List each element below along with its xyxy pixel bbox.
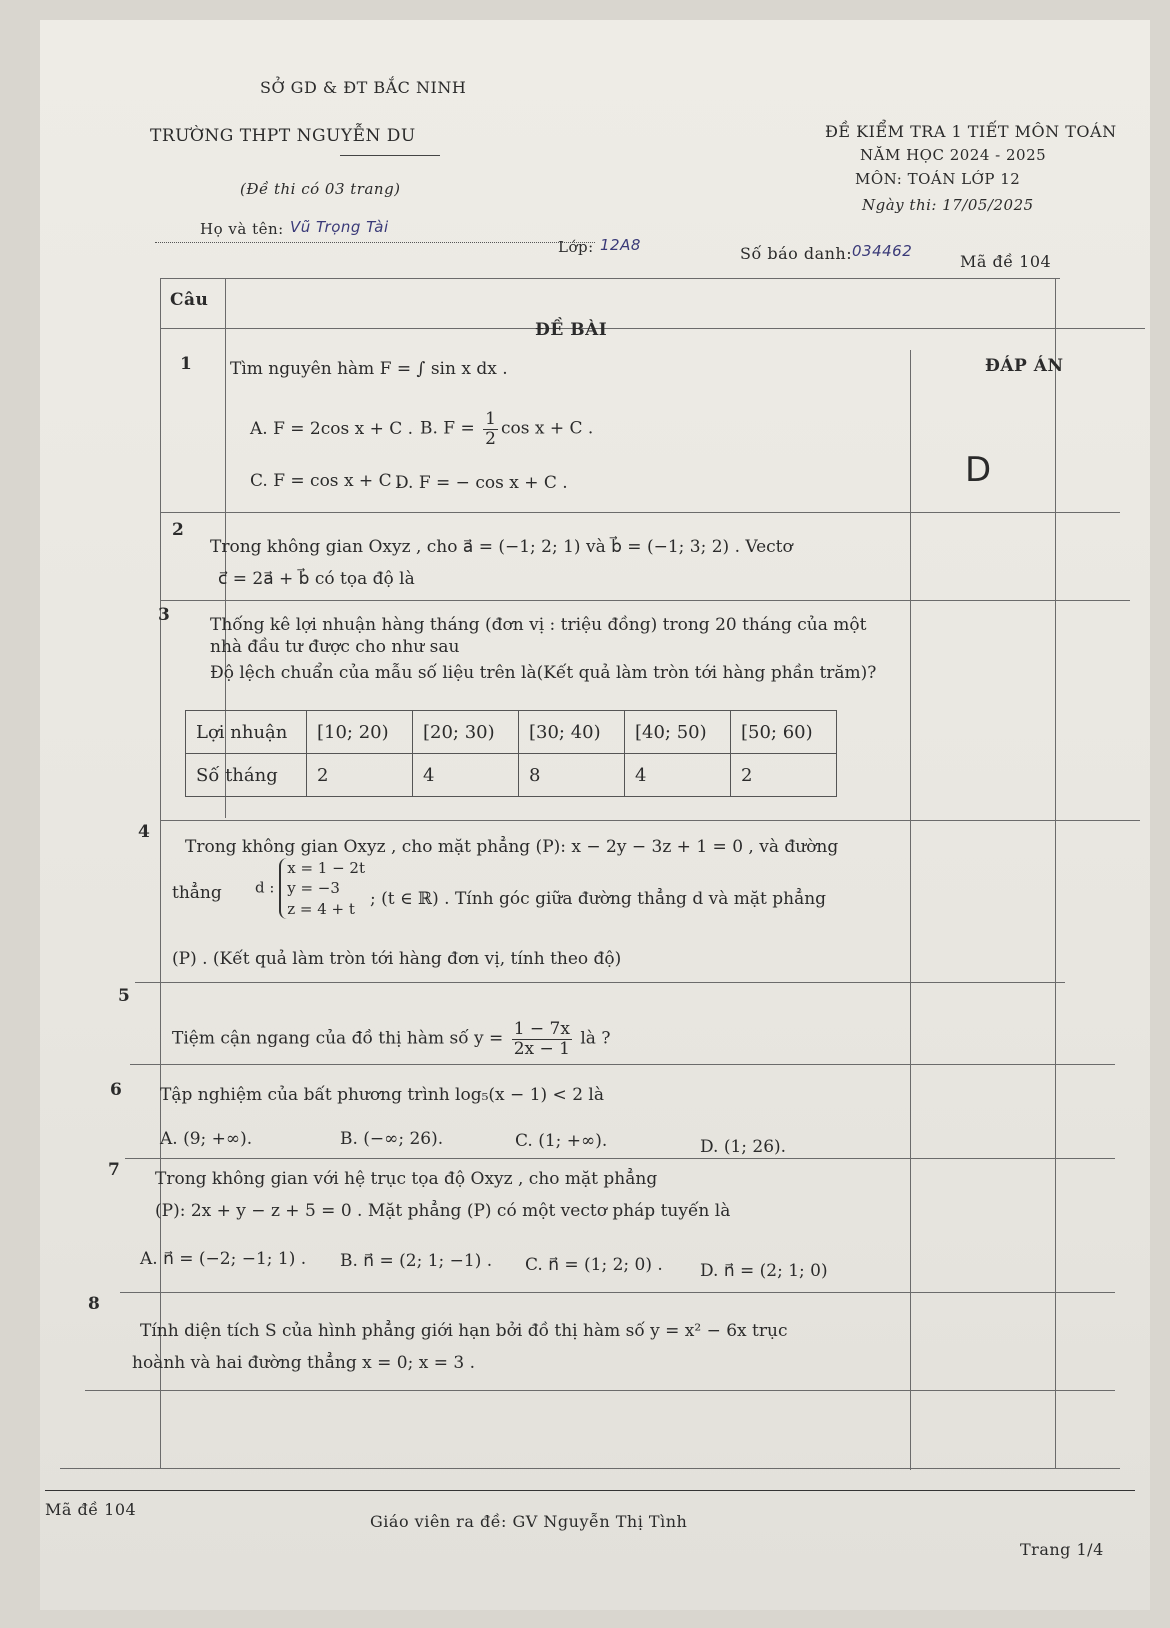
q4-line-label: thẳng [172, 883, 222, 903]
q3-stem-line2: nhà đầu tư được cho như sau [210, 637, 460, 657]
q7-option-d: D. n⃗ = (2; 1; 0) [700, 1261, 828, 1281]
q2-number: 2 [172, 520, 184, 540]
q1-option-d: D. F = − cos x + C . [395, 473, 568, 493]
q7-number: 7 [108, 1160, 120, 1180]
q7-option-c: C. n⃗ = (1; 2; 0) . [525, 1255, 663, 1275]
name-label: Họ và tên: [200, 220, 284, 238]
q1-stem: Tìm nguyên hàm F = ∫ sin x dx . [230, 359, 508, 379]
q4-stem-line3: (P) . (Kết quả làm tròn tới hàng đơn vị, tính theo độ) [172, 949, 622, 969]
q8-number: 8 [88, 1294, 100, 1314]
name-dotted-line [155, 242, 595, 244]
sbd-label: Số báo danh: [740, 244, 853, 263]
q7-bottom-border [120, 1292, 1115, 1293]
q3-stem-line3: Độ lệch chuẩn của mẫu số liệu trên là(Kết quả làm tròn tới hàng phần trăm)? [210, 663, 877, 683]
table-row-label: Số tháng [186, 754, 307, 797]
table-cell: [50; 60) [731, 711, 837, 754]
table-cell: 2 [307, 754, 413, 797]
table-row [186, 754, 837, 797]
table-row [186, 711, 837, 754]
q5-stem: Tiệm cận ngang của đồ thị hàm số y = $\frac{1 - 7x}{2x - 1}$ là ? [172, 1019, 611, 1059]
table-cell: [20; 30) [413, 711, 519, 754]
q6-number: 6 [110, 1080, 122, 1100]
q3-number: 3 [158, 605, 170, 625]
q5-bottom-border [130, 1064, 1115, 1065]
q4-bottom-border [135, 982, 1065, 983]
school-year: NĂM HỌC 2024 - 2025 [860, 146, 1047, 164]
table-cell: [30; 40) [519, 711, 625, 754]
table-cell: 2 [731, 754, 837, 797]
q8-bottom-border [85, 1390, 1115, 1391]
table-left-border [160, 278, 161, 1468]
q6-bottom-border [125, 1158, 1115, 1159]
table-cell: 4 [413, 754, 519, 797]
table-top-border [160, 278, 1060, 279]
q1-option-c: C. F = cos x + C . [250, 471, 403, 491]
footer-page: Trang 1/4 [1020, 1540, 1104, 1559]
table-cell: 4 [625, 754, 731, 797]
q4-line-system: d : x = 1 − 2t y = −3 z = 4 + t [255, 859, 366, 918]
class-label: Lớp: [558, 238, 594, 256]
school-underline [340, 155, 440, 156]
q4-number: 4 [138, 822, 150, 842]
answer-header: ĐÁP ÁN [985, 356, 1064, 376]
answer-col-border [910, 350, 911, 1470]
q7-option-b: B. n⃗ = (2; 1; −1) . [340, 1251, 493, 1271]
q5-number: 5 [118, 986, 130, 1006]
q1-option-a: A. F = 2cos x + C . [250, 419, 414, 439]
exam-title: ĐỀ KIỂM TRA 1 TIẾT MÔN TOÁN [825, 122, 1117, 141]
q8-stem: Tính diện tích S của hình phẳng giới hạn bởi đồ thị hàm số y = x² − 6x trục [140, 1321, 788, 1341]
q4-condition: ; (t ∈ ℝ) . Tính góc giữa đường thẳng d và mặt phẳng [370, 889, 827, 909]
department: SỞ GD & ĐT BẮC NINH [260, 78, 467, 97]
q1-number: 1 [180, 354, 192, 374]
q6-option-b: B. (−∞; 26). [340, 1129, 444, 1149]
q2-bottom-border [160, 600, 1130, 601]
footer-rule [45, 1490, 1135, 1491]
table-cell: [40; 50) [625, 711, 731, 754]
q3-stem: Thống kê lợi nhuận hàng tháng (đơn vị : triệu đồng) trong 20 tháng của một [210, 615, 867, 635]
sbd-value: 034462 [852, 242, 913, 260]
q6-option-d: D. (1; 26). [700, 1137, 787, 1157]
q1-option-b: B. F = $\frac{1}{2}$ cos x + C . [420, 409, 594, 449]
q7-stem: Trong không gian với hệ trục tọa độ Oxyz , cho mặt phẳng [155, 1169, 658, 1189]
q6-option-a: A. (9; +∞). [160, 1129, 253, 1149]
student-name: Vũ Trọng Tài [290, 218, 389, 236]
q4-stem: Trong không gian Oxyz , cho mặt phẳng (P): x − 2y − 3z + 1 = 0 , và đường [185, 837, 839, 857]
q8-stem-line2: hoành và hai đường thẳng x = 0; x = 3 . [132, 1353, 475, 1373]
table-row-label: Lợi nhuận [186, 711, 307, 754]
q3-frequency-table [185, 710, 837, 797]
q6-stem: Tập nghiệm của bất phương trình log₅(x − 1) < 2 là [160, 1085, 604, 1105]
table-right-border [1055, 278, 1056, 1468]
q3-bottom-border [160, 820, 1140, 821]
footer-code: Mã đề 104 [45, 1500, 137, 1519]
q1-answer-handwritten: D [965, 450, 992, 490]
subject: MÔN: TOÁN LỚP 12 [855, 170, 1021, 188]
table-header-border [160, 328, 1145, 329]
q1-bottom-border [160, 512, 1120, 513]
class-value: 12A8 [600, 236, 641, 254]
school-name: TRƯỜNG THPT NGUYỄN DU [150, 126, 416, 146]
exam-code: Mã đề 104 [960, 252, 1052, 271]
q7-option-a: A. n⃗ = (−2; −1; 1) . [140, 1249, 307, 1269]
footer-teacher: Giáo viên ra đề: GV Nguyễn Thị Tình [370, 1512, 688, 1531]
pages-note: (Đề thi có 03 trang) [240, 180, 401, 198]
table-bottom-border [60, 1468, 1120, 1469]
table-cell: 8 [519, 754, 625, 797]
table-cell: [10; 20) [307, 711, 413, 754]
exam-paper [40, 20, 1150, 1610]
q2-stem-line2: c⃗ = 2a⃗ + b⃗ có tọa độ là [218, 569, 415, 589]
q6-option-c: C. (1; +∞). [515, 1131, 608, 1151]
content-header: ĐỀ BÀI [535, 320, 608, 340]
q7-stem-line2: (P): 2x + y − z + 5 = 0 . Mặt phẳng (P) có một vectơ pháp tuyến là [155, 1201, 731, 1221]
question-header: Câu [170, 290, 209, 310]
q2-stem: Trong không gian Oxyz , cho a⃗ = (−1; 2; 1) và b⃗ = (−1; 3; 2) . Vectơ [210, 537, 793, 557]
exam-date: Ngày thi: 17/05/2025 [862, 196, 1034, 214]
